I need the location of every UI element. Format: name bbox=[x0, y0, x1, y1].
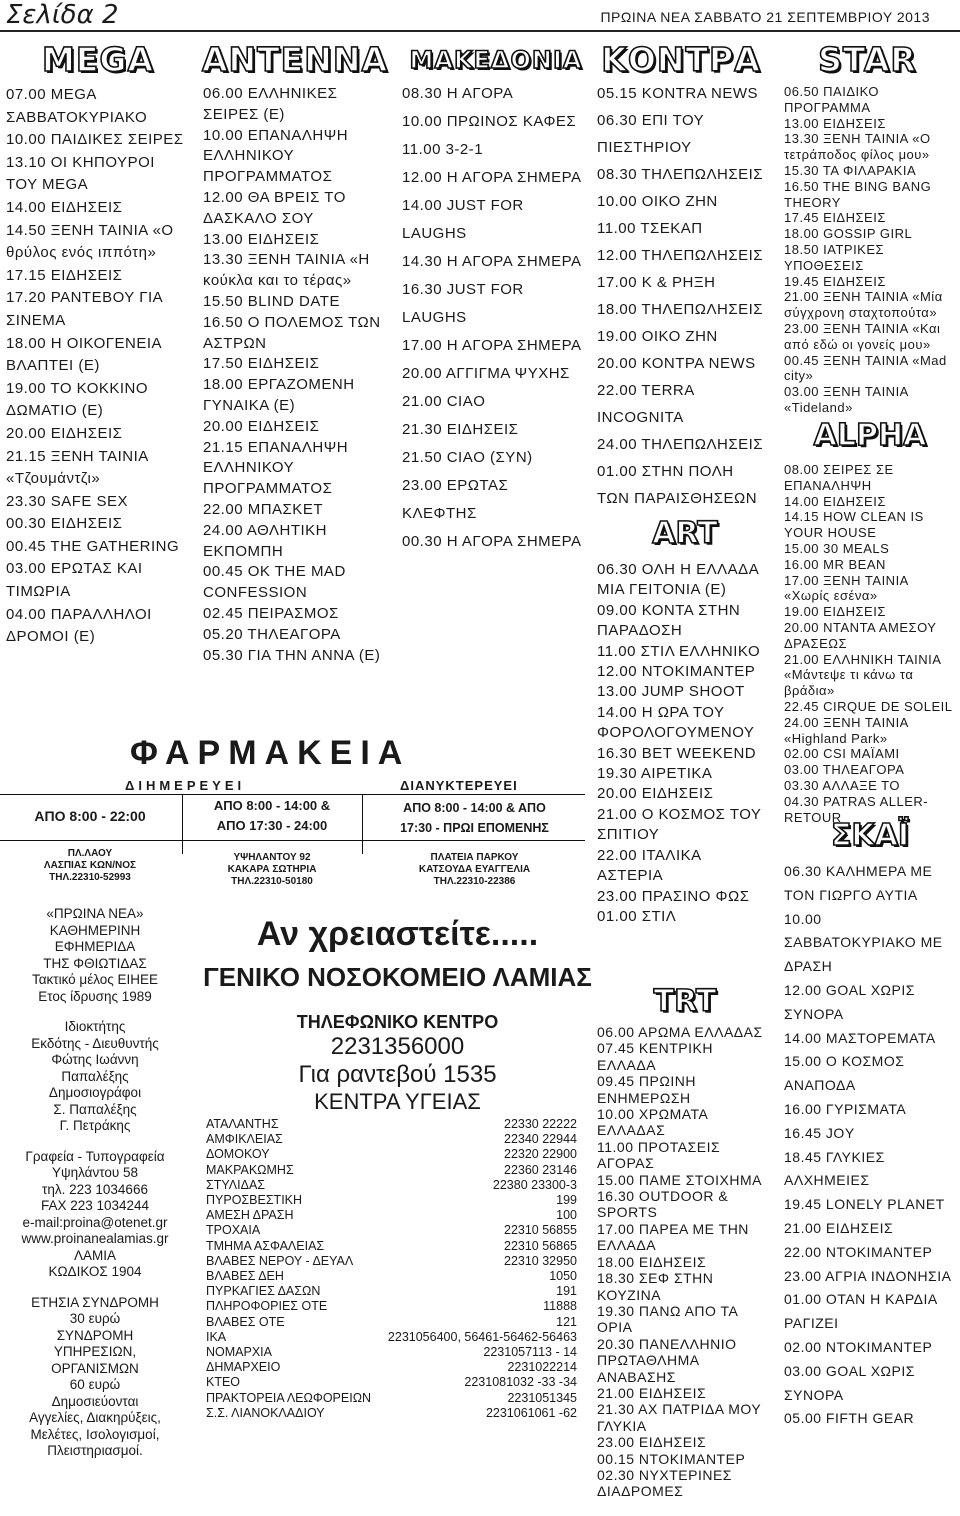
mega-program-item: 13.10 ΟΙ ΚΗΠΟΥΡΟΙ ΤΟΥ MEGA bbox=[6, 153, 155, 194]
alpha-program-item: 14.15 HOW CLEAN IS YOUR HOUSE bbox=[784, 509, 924, 541]
imprint-line: «ΠΡΩΙΝΑ ΝΕΑ» bbox=[46, 906, 144, 921]
skai-program-item: 16.00 ΓΥΡΙΣΜΑΤΑ bbox=[784, 1100, 907, 1117]
skai-title: ΣΚΑΪ bbox=[830, 818, 910, 853]
antenna-program-item: 15.50 BLIND DATE bbox=[203, 292, 340, 310]
alpha-program-item: 14.00 ΕΙΔΗΣΕΙΣ bbox=[784, 493, 886, 509]
kontra-program-item: 17.00 Κ & ΡΗΞΗ bbox=[597, 274, 716, 291]
art-program-item: 16.30 BET WEEKEND bbox=[597, 744, 757, 762]
night-label: ΔΙΑΝΥΚΤΕΡΕΥΕΙ bbox=[400, 778, 518, 793]
trt-title: TRT bbox=[653, 984, 717, 1019]
imprint-line: Παπαλέξης bbox=[61, 1068, 129, 1084]
kontra-program-item: 10.00 ΟΙΚΟ ΖΗΝ bbox=[597, 193, 718, 210]
phone-name: ΠΛΗΡΟΦΟΡΙΕΣ ΟΤΕ bbox=[206, 1299, 328, 1314]
phone-name: ΤΡΟΧΑΙΑ bbox=[206, 1223, 261, 1238]
makedonia-program-item: 20.00 ΑΓΓΙΓΜΑ ΨΥΧΗΣ bbox=[402, 365, 570, 382]
mega-program-item: 23.30 SAFE SEX bbox=[6, 492, 129, 510]
alpha-program-item: 16.00 MR BEAN bbox=[784, 556, 886, 572]
phone-name: ΔΗΜΑΡΧΕΙΟ bbox=[206, 1360, 281, 1375]
alpha-program-item: 24.00 ΞΕΝΗ ΤΑΙΝΙΑ «Highland Park» bbox=[784, 714, 909, 746]
pharmacies-title: ΦΑΡΜΑΚΕΙΑ bbox=[130, 734, 411, 772]
skai-program-item: 02.00 ΝΤΟΚΙΜΑΝΤΕΡ bbox=[784, 1338, 933, 1355]
trt-program-item: 02.30 ΝΥΧΤΕΡΙΝΕΣ ΔΙΑΔΡΟΜΕΣ bbox=[597, 1466, 732, 1500]
phone-number: 2231061061 -62 bbox=[485, 1405, 577, 1420]
kontra-program-item: 06.30 ΕΠΙ ΤΟΥ ΠΙΕΣΤΗΡΙΟΥ bbox=[597, 112, 704, 156]
phone-number: 2231057113 - 14 bbox=[483, 1345, 577, 1360]
phone-number: 22320 22900 bbox=[504, 1147, 577, 1162]
star-program-item: 18.00 GOSSIP GIRL bbox=[784, 226, 913, 242]
makedonia-program-item: 10.00 ΠΡΩΙΝΟΣ ΚΑΦΕΣ bbox=[402, 113, 577, 130]
phone-row bbox=[206, 1147, 591, 1162]
phone-row bbox=[206, 1132, 591, 1147]
mega-program-item: 00.30 ΕΙΔΗΣΕΙΣ bbox=[6, 515, 123, 533]
imprint-line: τηλ. 223 1034666 bbox=[42, 1181, 148, 1197]
phone-number: 121 bbox=[556, 1314, 577, 1329]
art-program-item: 12.00 ΝΤΟΚΙΜΑΝΤΕΡ bbox=[597, 663, 756, 681]
mega-program-item: 18.00 Η ΟΙΚΟΓΕΝΕΙΑ ΒΛΑΠΤΕΙ (Ε) bbox=[6, 334, 162, 375]
phone-name: ΤΜΗΜΑ ΑΣΦΑΛΕΙΑΣ bbox=[206, 1238, 325, 1253]
imprint-line: ΤΗΣ ΦΘΙΩΤΙΔΑΣ bbox=[43, 955, 147, 971]
makedonia-program-item: 12.00 Η ΑΓΟΡΑ ΣΗΜΕΡΑ bbox=[402, 169, 582, 186]
imprint-line: Δημοσιεύονται bbox=[51, 1393, 139, 1409]
star-program-item: 13.00 ΕΙΔΗΣΕΙΣ bbox=[784, 115, 886, 131]
p3-name: ΠΛΑΤΕΙΑ ΠΑΡΚΟΥ bbox=[430, 852, 519, 863]
art-program-item: 11.00 ΣΤΙΛ ΕΛΛΗΝΙΚΟ bbox=[597, 642, 761, 660]
makedonia-program-item: 23.00 ΕΡΩΤΑΣ ΚΛΕΦΤΗΣ bbox=[402, 477, 509, 522]
mega-title: MEGA bbox=[41, 40, 154, 79]
star-program-item: 06.50 ΠΑΙΔΙΚΟ ΠΡΟΓΡΑΜΜΑ bbox=[784, 84, 879, 115]
phone-row bbox=[206, 1391, 591, 1406]
art-program-item: 01.00 ΣΤΙΛ bbox=[597, 907, 677, 925]
p2-address bbox=[184, 852, 360, 888]
phone-name: ΑΤΑΛΑΝΤΗΣ bbox=[206, 1117, 279, 1131]
trt-program-item: 19.30 ΠΑΝΩ ΑΠΟ ΤΑ ΟΡΙΑ bbox=[597, 1302, 738, 1336]
skai-program-item: 15.00 Ο ΚΟΣΜΟΣ ΑΝΑΠΟΔΑ bbox=[784, 1053, 905, 1094]
phone-name: ΜΑΚΡΑΚΩΜΗΣ bbox=[206, 1162, 294, 1177]
alpha-title: ALPHA bbox=[813, 418, 927, 453]
imprint-line: ΕΤΗΣΙΑ ΣΥΝΔΡΟΜΗ bbox=[31, 1294, 159, 1310]
imprint-line: Φώτης Ιωάννη bbox=[51, 1052, 139, 1067]
trt-program-item: 11.00 ΠΡΟΤΑΣΕΙΣ ΑΓΟΡΑΣ bbox=[597, 1138, 721, 1172]
skai-program-item: 12.00 GOAL ΧΩΡΙΣ ΣΥΝΟΡΑ bbox=[784, 981, 915, 1022]
art-program-item: 19.30 ΑΙΡΕΤΙΚΑ bbox=[597, 765, 713, 783]
pharmacies-box bbox=[0, 728, 585, 898]
phone-name: ΙΚΑ bbox=[206, 1329, 227, 1344]
phone-name: ΠΥΡΟΣΒΕΣΤΙΚΗ bbox=[206, 1193, 303, 1208]
phone-name: ΔΟΜΟΚΟΥ bbox=[206, 1147, 270, 1162]
phone-name: ΑΜΦΙΚΛΕΙΑΣ bbox=[206, 1132, 283, 1147]
imprint-line: Πλειστηριασμοί. bbox=[47, 1443, 143, 1458]
mega-program-item: 17.15 ΕΙΔΗΣΕΙΣ bbox=[6, 266, 123, 284]
trt-program-item: 10.00 ΧΡΩΜΑΤΑ ΕΛΛΑΔΑΣ bbox=[597, 1106, 708, 1139]
phone-number: 1050 bbox=[549, 1269, 577, 1284]
phone-row bbox=[206, 1406, 591, 1421]
art-program-item: 13.00 JUMP SHOOT bbox=[597, 683, 745, 701]
page-header bbox=[0, 0, 960, 36]
skai-program-item: 23.00 ΑΓΡΙΑ ΙΝΔΟΝΗΣΙΑ bbox=[784, 1267, 952, 1284]
hospital-heading: Αν χρειαστείτε..... bbox=[256, 915, 539, 953]
imprint-line: Σ. Παπαλέξης bbox=[53, 1101, 137, 1117]
phone-row bbox=[206, 1345, 591, 1360]
imprint-line: Αγγελίες, Διακηρύξεις, bbox=[29, 1410, 161, 1425]
imprint-line bbox=[0, 1135, 190, 1149]
star-program-item: 13.30 ΞΕΝΗ ΤΑΙΝΙΑ «Ο τετράποδος φίλος μου» bbox=[784, 131, 931, 163]
makedonia-program-item: 14.00 JUST FOR LAUGHS bbox=[402, 197, 524, 242]
alpha-program-item: 03.00 ΤΗΛΕΑΓΟΡΑ bbox=[784, 762, 905, 778]
mega-program-item: 21.15 ΞΕΝΗ ΤΑΙΝΙΑ «Τζουμάντζι» bbox=[6, 447, 148, 488]
phone-name: ΠΡΑΚΤΟΡΕΙΑ ΛΕΩΦΟΡΕΙΩΝ bbox=[206, 1390, 372, 1405]
trt-program-item: 15.00 ΠΑΜΕ ΣΤΟΙΧΗΜΑ bbox=[597, 1171, 762, 1188]
star-program-item: 23.00 ΞΕΝΗ ΤΑΙΝΙΑ «Και από εδώ οι γονείς μου» bbox=[784, 320, 941, 352]
phone-number: 22380 23300-3 bbox=[492, 1177, 577, 1192]
antenna-program-item: 00.45 OK THE MAD CONFESSION bbox=[203, 563, 346, 602]
phone-name: ΒΛΑΒΕΣ ΔΕΗ bbox=[206, 1269, 284, 1284]
imprint-line: www.proinanealamias.gr bbox=[21, 1231, 169, 1246]
art-program-item: 23.00 ΠΡΑΣΙΝΟ ΦΩΣ bbox=[597, 887, 750, 905]
phone-row bbox=[206, 1163, 591, 1178]
skai-program-item: 19.45 LONELY PLANET bbox=[784, 1196, 945, 1213]
mega-program-item: 19.00 ΤΟ ΚΟΚΚΙΝΟ ΔΩΜΑΤΙΟ (Ε) bbox=[6, 379, 149, 420]
phone-name: ΠΥΡΚΑΓΙΕΣ ΔΑΣΩΝ bbox=[206, 1284, 321, 1299]
alpha-schedule bbox=[784, 462, 956, 825]
skai-program-item: 16.45 JOY bbox=[784, 1124, 855, 1141]
phone-row bbox=[206, 1208, 591, 1223]
mega-program-item: 03.00 ΕΡΩΤΑΣ ΚΑΙ ΤΙΜΩΡΙΑ bbox=[6, 560, 143, 601]
art-program-item: 21.00 Ο ΚΟΣΜΟΣ ΤΟΥ ΣΠΙΤΙΟΥ bbox=[597, 805, 762, 844]
kontra-program-item: 01.00 ΣΤΗΝ ΠΟΛΗ ΤΩΝ ΠΑΡΑΙΣΘΗΣΕΩΝ bbox=[597, 463, 758, 507]
phone-name: ΚΤΕΟ bbox=[206, 1375, 241, 1390]
phone-number: 199 bbox=[556, 1193, 577, 1208]
skai-program-item: 22.00 ΝΤΟΚΙΜΑΝΤΕΡ bbox=[784, 1243, 933, 1260]
antenna-program-item: 20.00 ΕΙΔΗΣΕΙΣ bbox=[203, 417, 320, 435]
star-program-item: 19.45 ΕΙΔΗΣΕΙΣ bbox=[784, 273, 886, 289]
alpha-program-item: 02.00 CSI ΜΑΪΑΜΙ bbox=[784, 746, 900, 762]
p3-addr: ΚΑΤΣΟΥΔΑ ΕΥΑΓΓΕΛΙΑ bbox=[418, 864, 531, 875]
kontra-program-item: 08.30 ΤΗΛΕΠΩΛΗΣΕΙΣ bbox=[597, 166, 764, 183]
star-program-item: 16.50 THE BING BANG THEORY bbox=[784, 178, 932, 210]
kontra-title: ΚΟΝΤΡΑ bbox=[601, 40, 761, 79]
star-schedule bbox=[784, 84, 956, 416]
phone-number: 22310 56865 bbox=[504, 1238, 577, 1253]
p2-addr: ΚΑΚΑΡΑ ΣΩΤΗΡΙΑ bbox=[227, 864, 317, 875]
makedonia-program-item: 17.00 Η ΑΓΟΡΑ ΣΗΜΕΡΑ bbox=[402, 337, 582, 354]
star-program-item: 03.00 ΞΕΝΗ ΤΑΙΝΙΑ «Tideland» bbox=[784, 384, 909, 415]
phone-number: 11888 bbox=[543, 1299, 577, 1314]
makedonia-program-item: 21.00 CIAO bbox=[402, 393, 486, 410]
imprint-line: ΕΦΗΜΕΡΙΔΑ bbox=[54, 939, 136, 954]
star-program-item: 17.45 ΕΙΔΗΣΕΙΣ bbox=[784, 210, 886, 226]
p1-tel: ΤΗΛ.22310-52993 bbox=[49, 872, 131, 883]
issue-date: ΠΡΩΙΝΑ ΝΕΑ ΣΑΒΒΑΤΟ 21 ΣΕΠΤΕΜΒΡΙΟΥ 2013 bbox=[600, 9, 930, 25]
phone-number: 22310 32950 bbox=[504, 1253, 577, 1268]
p3-tel: ΤΗΛ.22310-22386 bbox=[433, 876, 516, 887]
mega-program-item: 00.45 THE GATHERING bbox=[6, 537, 180, 555]
phone-row bbox=[206, 1284, 591, 1299]
alpha-program-item: 22.45 CIRQUE DE SOLEIL bbox=[784, 698, 953, 714]
art-program-item: 06.30 ΟΛΗ Η ΕΛΛΑΔΑ ΜΙΑ ΓΕΙΤΟΝΙΑ (Ε) bbox=[597, 561, 759, 599]
phone-row bbox=[206, 1239, 591, 1254]
alpha-program-item: 20.00 ΝΤΑΝΤΑ ΑΜΕΣΟΥ ΔΡΑΣΕΩΣ bbox=[784, 619, 937, 651]
p2-hours-1: ΑΠΟ 8:00 - 14:00 & bbox=[213, 798, 331, 813]
art-program-item: 20.00 ΕΙΔΗΣΕΙΣ bbox=[597, 785, 714, 803]
star-program-item: 00.45 ΞΕΝΗ ΤΑΙΝΙΑ «Mad city» bbox=[784, 352, 947, 384]
makedonia-schedule bbox=[402, 80, 582, 556]
antenna-title: ANTENNA bbox=[202, 40, 388, 79]
kontra-program-item: 24.00 ΤΗΛΕΠΩΛΗΣΕΙΣ bbox=[597, 436, 764, 453]
phone-number: 22340 22944 bbox=[504, 1132, 577, 1147]
antenna-schedule bbox=[203, 84, 383, 666]
makedonia-program-item: 21.30 ΕΙΔΗΣΕΙΣ bbox=[402, 421, 519, 438]
alpha-program-item: 21.00 ΕΛΛΗΝΙΚΗ ΤΑΙΝΙΑ «Μάντεψε τι κάνω τα βράδια» bbox=[784, 651, 941, 699]
phone-row bbox=[206, 1254, 591, 1269]
header-rule bbox=[0, 30, 960, 32]
makedonia-program-item: 08.30 Η ΑΓΟΡΑ bbox=[402, 85, 514, 102]
page-number: Σελίδα 2 bbox=[6, 0, 119, 30]
mega-program-item: 04.00 ΠΑΡΑΛΛΗΛΟΙ ΔΡΟΜΟΙ (Ε) bbox=[6, 605, 152, 646]
phone-row bbox=[206, 1269, 591, 1284]
antenna-program-item: 13.00 ΕΙΔΗΣΕΙΣ bbox=[203, 230, 320, 248]
antenna-program-item: 10.00 ΕΠΑΝΑΛΗΨΗ ΕΛΛΗΝΙΚΟΥ ΠΡΟΓΡΑΜΜΑΤΟΣ bbox=[203, 126, 349, 186]
phone-name: ΣΤΥΛΙΔΑΣ bbox=[206, 1177, 266, 1192]
trt-program-item: 23.00 ΕΙΔΗΣΕΙΣ bbox=[597, 1434, 707, 1451]
phone-row bbox=[206, 1299, 591, 1314]
art-program-item: 14.00 Η ΩΡΑ ΤΟΥ ΦΟΡΟΛΟΓΟΥΜΕΝΟΥ bbox=[597, 703, 755, 742]
phone-row bbox=[206, 1178, 591, 1193]
mega-schedule bbox=[6, 84, 186, 649]
phone-number: 22360 23146 bbox=[504, 1162, 577, 1177]
pharmacies-divider-2 bbox=[362, 794, 363, 854]
phone-number: 100 bbox=[556, 1208, 577, 1223]
imprint-line: Δημοσιογράφοι bbox=[48, 1085, 142, 1100]
phone-number: 22310 56855 bbox=[504, 1223, 577, 1238]
makedonia-program-item: 16.30 JUST FOR LAUGHS bbox=[402, 281, 524, 326]
kontra-program-item: 05.15 KONTRA NEWS bbox=[597, 85, 759, 102]
p1-address bbox=[0, 848, 180, 884]
skai-program-item: 03.00 GOAL ΧΩΡΙΣ ΣΥΝΟΡΑ bbox=[784, 1362, 915, 1403]
newspaper-imprint bbox=[0, 906, 190, 1460]
phone-directory bbox=[206, 1117, 591, 1421]
p3-hours-1: ΑΠΟ 8:00 - 14:00 & ΑΠΟ bbox=[403, 801, 546, 815]
imprint-line: Γ. Πετράκης bbox=[59, 1118, 131, 1133]
trt-program-item: 18.00 ΕΙΔΗΣΕΙΣ bbox=[597, 1253, 707, 1270]
phone-row bbox=[206, 1315, 591, 1330]
imprint-line bbox=[0, 1005, 190, 1019]
imprint-line: 60 ευρώ bbox=[69, 1377, 121, 1392]
appointment-phone: Για ραντεβού 1535 bbox=[298, 1061, 497, 1088]
art-title: ART bbox=[652, 516, 718, 551]
mega-program-item: 07.00 MEGA ΣΑΒΒΑΤΟΚΥΡΙΑΚΟ bbox=[6, 86, 148, 126]
pharmacies-rule-bottom bbox=[0, 840, 585, 841]
mega-program-item: 17.20 ΡΑΝΤΕΒΟΥ ΓΙΑ ΣΙΝΕΜΑ bbox=[6, 289, 163, 329]
health-centers-label: ΚΕΝΤΡΑ ΥΓΕΙΑΣ bbox=[314, 1089, 481, 1114]
antenna-program-item: 18.00 ΕΡΓΑΖΟΜΕΝΗ ΓΥΝΑΙΚΑ (Ε) bbox=[203, 376, 355, 414]
kontra-program-item: 22.00 TERRA INCOGNITA bbox=[597, 382, 694, 426]
makedonia-program-item: 00.30 Η ΑΓΟΡΑ ΣΗΜΕΡΑ bbox=[402, 533, 582, 550]
imprint-line: Υψηλάντου 58 bbox=[51, 1165, 139, 1180]
p1-name: ΠΛ.ΛΑΟΥ bbox=[67, 848, 113, 859]
makedonia-title: ΜΑΚΕΔΟΝΙΑ bbox=[409, 46, 583, 74]
imprint-line: Γραφεία - Τυπογραφεία bbox=[25, 1148, 165, 1164]
skai-program-item: 01.00 ΟΤΑΝ Η ΚΑΡΔΙΑ ΡΑΓΙΖΕΙ bbox=[784, 1291, 937, 1332]
star-program-item: 18.50 ΙΑΤΡΙΚΕΣ ΥΠΟΘΕΣΕΙΣ bbox=[784, 241, 885, 273]
phone-name: Σ.Σ. ΛΙΑΝΟΚΛΑΔΙΟΥ bbox=[206, 1405, 325, 1420]
skai-program-item: 18.45 ΓΛΥΚΙΕΣ ΑΛΧΗΜΕΙΕΣ bbox=[784, 1148, 885, 1189]
phone-number: 2231056400, 56461-56462-56463 bbox=[387, 1329, 577, 1344]
mega-program-item: 20.00 ΕΙΔΗΣΕΙΣ bbox=[6, 424, 123, 442]
phone-name: ΒΛΑΒΕΣ ΟΤΕ bbox=[206, 1314, 285, 1329]
imprint-line: ΟΡΓΑΝΙΣΜΩΝ bbox=[51, 1360, 139, 1376]
makedonia-program-item: 21.50 CIAO (ΣΥΝ) bbox=[402, 449, 533, 466]
kontra-program-item: 20.00 ΚΟΝΤΡΑ NEWS bbox=[597, 355, 756, 372]
antenna-program-item: 22.00 ΜΠΑΣΚΕΤ bbox=[203, 500, 323, 518]
p3-address bbox=[364, 852, 585, 888]
pharmacies-divider-1 bbox=[182, 794, 183, 854]
skai-program-item: 05.00 FIFTH GEAR bbox=[784, 1410, 915, 1427]
alpha-program-item: 03.30 ΑΛΛΑΞΕ ΤΟ bbox=[784, 777, 900, 793]
imprint-line: Εκδότης - Διευθυντής bbox=[31, 1035, 159, 1051]
switchboard-label: ΤΗΛΕΦΩΝΙΚΟ ΚΕΝΤΡΟ bbox=[296, 1012, 499, 1032]
alpha-program-item: 04.30 PATRAS ALLER-RETOUR bbox=[784, 793, 929, 825]
phone-row bbox=[206, 1193, 591, 1208]
trt-program-item: 00.15 ΝΤΟΚΙΜΑΝΤΕΡ bbox=[597, 1450, 746, 1467]
hospital-name: ΓΕΝΙΚΟ ΝΟΣΟΚΟΜΕΙΟ ΛΑΜΙΑΣ bbox=[203, 962, 592, 992]
alpha-program-item: 08.00 ΣΕΙΡΕΣ ΣΕ ΕΠΑΝΑΛΗΨΗ bbox=[784, 462, 894, 493]
p2-name: ΥΨΗΛΑΝΤΟΥ 92 bbox=[233, 852, 311, 863]
imprint-line: e-mail:proina@otenet.gr bbox=[22, 1214, 168, 1230]
imprint-line bbox=[0, 1281, 190, 1295]
trt-program-item: 17.00 ΠΑΡΕΑ ΜΕ ΤΗΝ ΕΛΛΑΔΑ bbox=[597, 1220, 749, 1254]
trt-program-item: 21.30 ΑΧ ΠΑΤΡΙΔΑ ΜΟΥ ΓΛΥΚΙΑ bbox=[597, 1401, 761, 1434]
phone-row bbox=[206, 1223, 591, 1238]
kontra-program-item: 18.00 ΤΗΛΕΠΩΛΗΣΕΙΣ bbox=[597, 301, 764, 318]
phone-number: 2231051345 bbox=[507, 1390, 577, 1405]
phone-name: ΑΜΕΣΗ ΔΡΑΣΗ bbox=[206, 1208, 294, 1223]
p2-hours-2: ΑΠΟ 17:30 - 24:00 bbox=[216, 818, 328, 833]
makedonia-program-item: 14.30 Η ΑΓΟΡΑ ΣΗΜΕΡΑ bbox=[402, 253, 582, 270]
kontra-program-item: 19.00 ΟΙΚΟ ΖΗΝ bbox=[597, 328, 718, 345]
trt-program-item: 07.45 ΚΕΝΤΡΙΚΗ ΕΛΛΑΔΑ bbox=[597, 1040, 713, 1073]
antenna-program-item: 06.00 ΕΛΛΗΝΙΚΕΣ ΣΕΙΡΕΣ (Ε) bbox=[203, 85, 338, 123]
phone-number: 2231022214 bbox=[507, 1360, 577, 1375]
imprint-line: ΚΑΘΗΜΕΡΙΝΗ bbox=[49, 922, 141, 938]
trt-program-item: 06.00 ΑΡΩΜΑ ΕΛΛΑΔΑΣ bbox=[597, 1024, 763, 1040]
switchboard-phone: 2231356000 bbox=[330, 1033, 465, 1060]
antenna-program-item: 16.50 Ο ΠΟΛΕΜΟΣ ΤΩΝ ΑΣΤΡΩΝ bbox=[203, 313, 381, 352]
trt-program-item: 18.30 ΣΕΦ ΣΤΗΝ ΚΟΥΖΙΝΑ bbox=[597, 1270, 714, 1303]
trt-program-item: 16.30 OUTDOOR & SPORTS bbox=[597, 1188, 729, 1221]
phone-row bbox=[206, 1117, 591, 1132]
art-schedule bbox=[597, 560, 769, 927]
imprint-line: 30 ευρώ bbox=[69, 1311, 121, 1326]
day-label: ΔΙΗΜΕΡΕΥΕΙ bbox=[125, 778, 246, 793]
phone-number: 2231081032 -33 -34 bbox=[464, 1375, 577, 1390]
trt-program-item: 21.00 ΕΙΔΗΣΕΙΣ bbox=[597, 1384, 707, 1401]
art-program-item: 22.00 ΙΤΑΛΙΚΑ ΑΣΤΕΡΙΑ bbox=[597, 846, 701, 885]
trt-program-item: 09.45 ΠΡΩΙΝΗ ΕΝΗΜΕΡΩΣΗ bbox=[597, 1073, 696, 1106]
skai-program-item: 21.00 ΕΙΔΗΣΕΙΣ bbox=[784, 1219, 894, 1236]
skai-program-item: 06.30 ΚΑΛΗΜΕΡΑ ΜΕ ΤΟΝ ΓΙΩΡΓΟ ΑΥΤΙΑ bbox=[784, 863, 933, 903]
antenna-program-item: 13.30 ΞΕΝΗ ΤΑΙΝΙΑ «Η κούκλα και το τέρας» bbox=[203, 251, 370, 290]
kontra-program-item: 11.00 ΤΣΕΚΑΠ bbox=[597, 220, 703, 237]
phone-number: 191 bbox=[556, 1284, 577, 1299]
makedonia-program-item: 11.00 3-2-1 bbox=[402, 141, 484, 158]
imprint-line: ΛΑΜΙΑ bbox=[73, 1247, 117, 1263]
skai-schedule bbox=[784, 860, 956, 1431]
phone-name: ΒΛΑΒΕΣ ΝΕΡΟΥ - ΔΕΥΑΛ bbox=[206, 1253, 354, 1268]
imprint-line: FAX 223 1034244 bbox=[40, 1198, 150, 1213]
mega-program-item: 10.00 ΠΑΙΔΙΚΕΣ ΣΕΙΡΕΣ bbox=[6, 131, 184, 149]
alpha-program-item: 15.00 30 MEALS bbox=[784, 540, 890, 556]
imprint-line: Ετος ίδρυσης 1989 bbox=[38, 988, 152, 1004]
pharmacies-rule-top bbox=[0, 794, 585, 795]
antenna-program-item: 24.00 ΑΘΛΗΤΙΚΗ ΕΚΠΟΜΠΗ bbox=[203, 521, 327, 560]
phone-row bbox=[206, 1360, 591, 1375]
imprint-line: ΚΩΔΙΚΟΣ 1904 bbox=[48, 1264, 142, 1279]
skai-program-item: 10.00 ΣΑΒΒΑΤΟΚΥΡΙΑΚΟ ΜΕ ΔΡΑΣΗ bbox=[784, 910, 943, 975]
alpha-program-item: 19.00 ΕΙΔΗΣΕΙΣ bbox=[784, 604, 886, 620]
p2-tel: ΤΗΛ.22310-50180 bbox=[231, 876, 313, 887]
phone-row bbox=[206, 1375, 591, 1390]
mega-program-item: 14.00 ΕΙΔΗΣΕΙΣ bbox=[6, 198, 123, 216]
phone-row bbox=[206, 1330, 591, 1345]
alpha-program-item: 17.00 ΞΕΝΗ ΤΑΙΝΙΑ «Χωρίς εσένα» bbox=[784, 572, 909, 604]
trt-program-item: 20.30 ΠΑΝΕΛΛΗΝΙΟ ΠΡΩΤΑΘΛΗΜΑ ΑΝΑΒΑΣΗΣ bbox=[597, 1335, 737, 1385]
p1-addr: ΛΑΣΠΙΑΣ ΚΩΝ/ΝΟΣ bbox=[43, 860, 137, 871]
imprint-line: Τακτικό μέλος ΕΙΗΕΕ bbox=[31, 972, 159, 987]
antenna-program-item: 05.30 ΓΙΑ ΤΗΝ ΑΝΝΑ (Ε) bbox=[203, 646, 381, 664]
antenna-program-item: 21.15 ΕΠΑΝΑΛΗΨΗ ΕΛΛΗΝΙΚΟΥ ΠΡΟΓΡΑΜΜΑΤΟΣ bbox=[203, 438, 349, 498]
imprint-line: Ιδιοκτήτης bbox=[64, 1019, 126, 1034]
mega-program-item: 14.50 ΞΕΝΗ ΤΑΙΝΙΑ «Ο θρύλος ενός ιππότη» bbox=[6, 221, 174, 262]
antenna-program-item: 17.50 ΕΙΔΗΣΕΙΣ bbox=[203, 355, 320, 373]
kontra-program-item: 12.00 ΤΗΛΕΠΩΛΗΣΕΙΣ bbox=[597, 247, 764, 264]
antenna-program-item: 02.45 ΠΕΙΡΑΣΜΟΣ bbox=[203, 604, 339, 622]
p1-hours: ΑΠΟ 8:00 - 22:00 bbox=[34, 808, 146, 824]
hospital-box bbox=[200, 915, 595, 1421]
kontra-schedule bbox=[597, 80, 769, 512]
imprint-line: Μελέτες, Ισολογισμοί, bbox=[30, 1426, 160, 1442]
skai-program-item: 14.00 ΜΑΣΤΟΡΕΜΑΤΑ bbox=[784, 1029, 936, 1046]
imprint-line: ΥΠΗΡΕΣΙΩΝ, bbox=[53, 1344, 137, 1359]
phone-number: 22330 22222 bbox=[504, 1117, 577, 1131]
antenna-program-item: 12.00 ΘΑ ΒΡΕΙΣ ΤΟ ΔΑΣΚΑΛΟ ΣΟΥ bbox=[203, 188, 346, 227]
star-program-item: 21.00 ΞΕΝΗ ΤΑΙΝΙΑ «Μία σύγχρονη σταχτοπούτα» bbox=[784, 289, 943, 321]
imprint-line: ΣΥΝΔΡΟΜΗ bbox=[56, 1327, 134, 1343]
antenna-program-item: 05.20 ΤΗΛΕΑΓΟΡΑ bbox=[203, 625, 341, 643]
phone-name: ΝΟΜΑΡΧΙΑ bbox=[206, 1345, 272, 1360]
p3-hours-2: 17:30 - ΠΡΩΙ ΕΠΟΜΕΝΗΣ bbox=[400, 821, 549, 835]
star-program-item: 15.30 ΤΑ ΦΙΛΑΡΑΚΙΑ bbox=[784, 162, 917, 178]
art-program-item: 09.00 ΚΟΝΤΑ ΣΤΗΝ ΠΑΡΑΔΟΣΗ bbox=[597, 601, 741, 640]
star-title: STAR bbox=[818, 40, 917, 79]
trt-schedule bbox=[597, 1024, 769, 1500]
